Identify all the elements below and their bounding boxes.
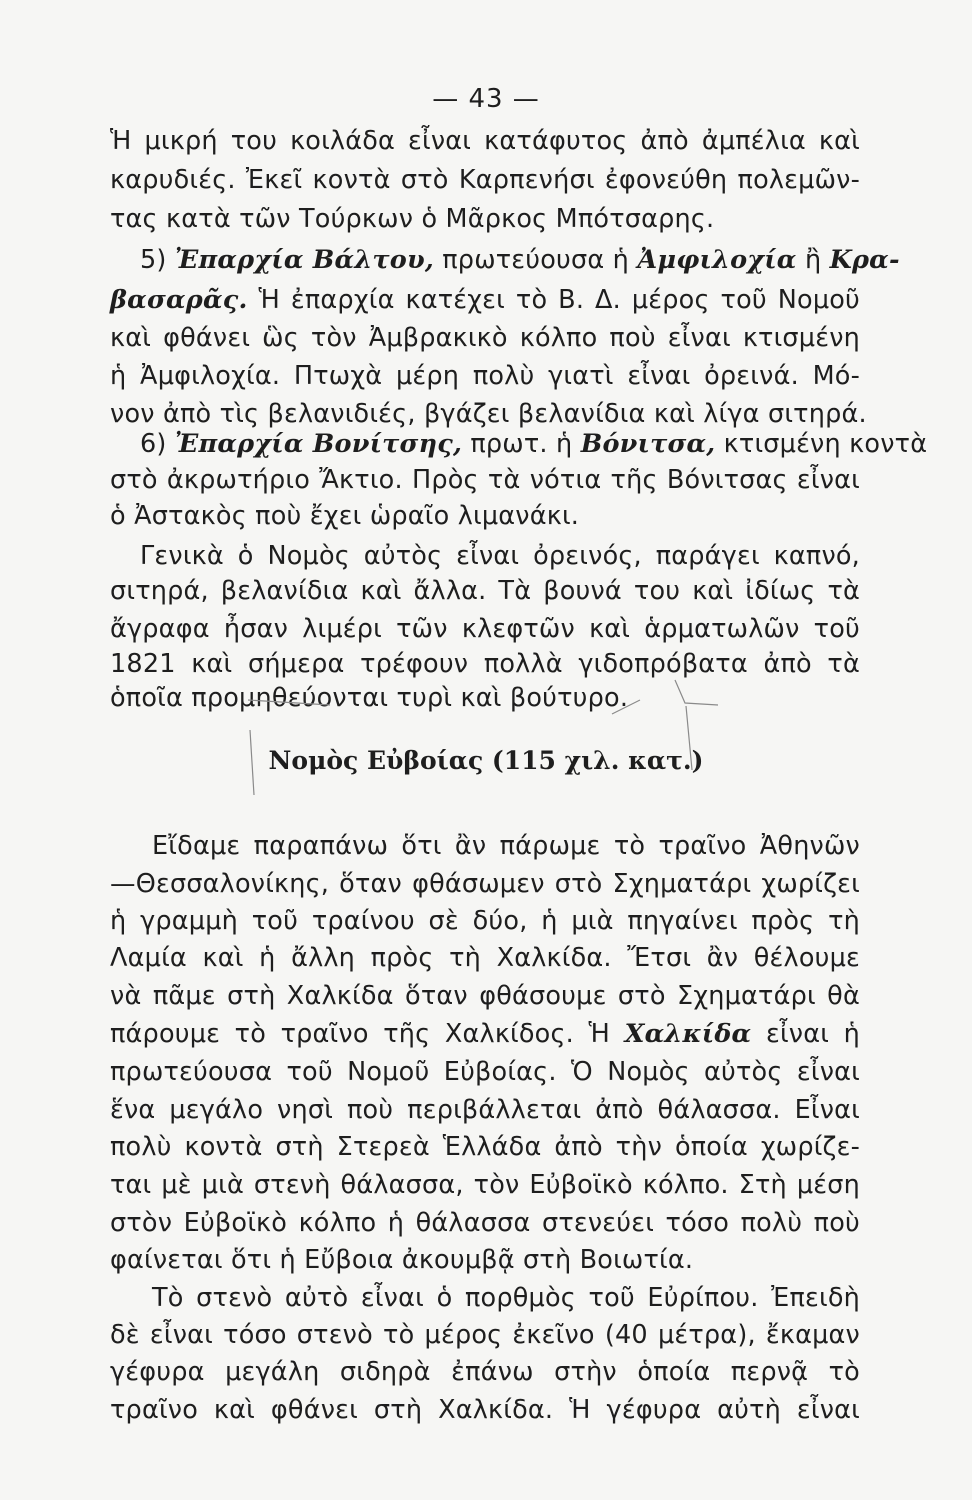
text-line: πρωτεύουσα τοῦ Νομοῦ Εὐβοίας. Ὁ Νομὸς αὐτὸς εἶναι — [110, 1057, 860, 1087]
text-line: στὸν Εὐβοϊκὸ κόλπο ἡ θάλασσα στενεύει τόσο πολὺ ποὺ — [110, 1208, 860, 1238]
text-line: ὁ Ἀστακὸς ποὺ ἔχει ὡραῖο λιμανάκι. — [110, 501, 580, 531]
text-line: ἡ γραμμὴ τοῦ τραίνου σὲ δύο, ἡ μιὰ πηγαίνει πρὸς τὴ — [110, 906, 860, 936]
text-line — [110, 280, 860, 320]
text-line: ἡ Ἀμφιλοχία. Πτωχὰ μέρη πολὺ γιατὶ εἶναι ὀρεινά. Μό- — [110, 361, 860, 391]
text-line: Εἴδαμε παραπάνω ὅτι ἂν πάρωμε τὸ τραῖνο Ἀθηνῶν — [152, 831, 860, 861]
text-line: ἄγραφα ἦσαν λιμέρι τῶν κλεφτῶν καὶ ἁρματωλῶν τοῦ — [110, 614, 860, 644]
text-line: σιτηρά, βελανίδια καὶ ἄλλα. Τὰ βουνά του καὶ ἰδίως τὰ — [110, 576, 860, 606]
text-segment: κτισμένη κοντὰ — [723, 429, 928, 459]
text-segment: πάρουμε τὸ τραῖνο τῆς Χαλκίδος. Ἡ — [110, 1019, 611, 1049]
text-segment: ἢ — [804, 245, 822, 275]
text-line: καρυδιές. Ἐκεῖ κοντὰ στὸ Καρπενήσι ἐφονεύθη πολεμῶν- — [110, 165, 860, 195]
text-line: Γενικὰ ὁ Νομὸς αὐτὸς εἶναι ὀρεινός, παράγει καπνό, — [140, 541, 860, 571]
text-segment: Ἡ ἐπαρχία κατέχει τὸ Β. Δ. μέρος τοῦ Νομοῦ — [258, 285, 860, 315]
capital-name: βασαρᾶς. — [110, 285, 248, 315]
text-line — [110, 1014, 860, 1054]
text-line: τας κατὰ τῶν Τούρκων ὁ Μᾶρκος Μπότσαρης. — [110, 204, 715, 234]
text-line: νον ἀπὸ τὶς βελανιδιές, βγάζει βελανίδια καὶ λίγα σιτηρά. — [110, 399, 867, 429]
text-line: ἕνα μεγάλο νησὶ ποὺ περιβάλλεται ἀπὸ θάλασσα. Εἶναι — [110, 1095, 860, 1125]
text-line: γέφυρα μεγάλη σιδηρὰ ἐπάνω στὴν ὁποία περνᾷ τὸ — [110, 1357, 860, 1387]
text-segment: πρωτεύουσα ἡ — [442, 245, 630, 275]
province-name: Ἐπαρχία Βονίτσης, — [174, 429, 463, 459]
text-line: Τὸ στενὸ αὐτὸ εἶναι ὁ πορθμὸς τοῦ Εὐρίπου. Ἐπειδὴ — [152, 1283, 860, 1313]
text-line: ται μὲ μιὰ στενὴ θάλασσα, τὸν Εὐβοϊκὸ κόλπο. Στὴ μέση — [110, 1170, 860, 1200]
text-line: στὸ ἀκρωτήριο Ἄκτιο. Πρὸς τὰ νότια τῆς Βόνιτσας εἶναι — [110, 465, 860, 495]
capital-name: Ἀμφιλοχία — [637, 245, 797, 275]
text-segment: πρωτ. ἡ — [470, 429, 573, 459]
item-6-heading-line — [140, 424, 928, 464]
page-number: — 43 — — [432, 84, 540, 114]
text-line: τραῖνο καὶ φθάνει στὴ Χαλκίδα. Ἡ γέφυρα αὐτὴ εἶναι — [110, 1395, 860, 1425]
item-5-heading-line — [140, 240, 900, 280]
text-segment: εἶναι ἡ — [765, 1019, 860, 1049]
text-line: νὰ πᾶμε στὴ Χαλκίδα ὅταν φθάσουμε στὸ Σχηματάρι θὰ — [110, 981, 860, 1011]
capital-name: Βόνιτσα, — [580, 429, 716, 459]
section-title: Νομὸς Εὐβοίας (115 χιλ. κατ.) — [268, 746, 704, 775]
text-line: Ἡ μικρή του κοιλάδα εἶναι κατάφυτος ἀπὸ ἀμπέλια καὶ — [110, 126, 860, 156]
text-line: φαίνεται ὅτι ἡ Εὔβοια ἀκουμβᾷ στὴ Βοιωτία. — [110, 1245, 694, 1275]
text-line: —Θεσσαλονίκης, ὅταν φθάσωμεν στὸ Σχηματάρι χωρίζει — [110, 869, 860, 899]
province-name: Ἐπαρχία Βάλτου, — [174, 245, 434, 275]
capital-name: Κρα- — [829, 245, 900, 275]
text-line: ὁποῖα προμηθεύονται τυρὶ καὶ βούτυρο. — [110, 683, 629, 713]
text-line: 1821 καὶ σήμερα τρέφουν πολλὰ γιδοπρόβατα ἀπὸ τὰ — [110, 649, 860, 679]
text-line: Λαμία καὶ ἡ ἄλλη πρὸς τὴ Χαλκίδα. Ἔτσι ἂν θέλουμε — [110, 943, 860, 973]
capital-name: Χαλκίδα — [624, 1019, 752, 1049]
text-line: πολὺ κοντὰ στὴ Στερεὰ Ἑλλάδα ἀπὸ τὴν ὁποία χωρίζε- — [110, 1132, 860, 1162]
text-line: δὲ εἶναι τόσο στενὸ τὸ μέρος ἐκεῖνο (40 μέτρα), ἔκαμαν — [110, 1320, 860, 1350]
item-number: 6) — [140, 429, 167, 459]
text-line: καὶ φθάνει ὣς τὸν Ἀμβρακικὸ κόλπο ποὺ εἶναι κτισμένη — [110, 323, 860, 353]
item-number: 5) — [140, 245, 167, 275]
